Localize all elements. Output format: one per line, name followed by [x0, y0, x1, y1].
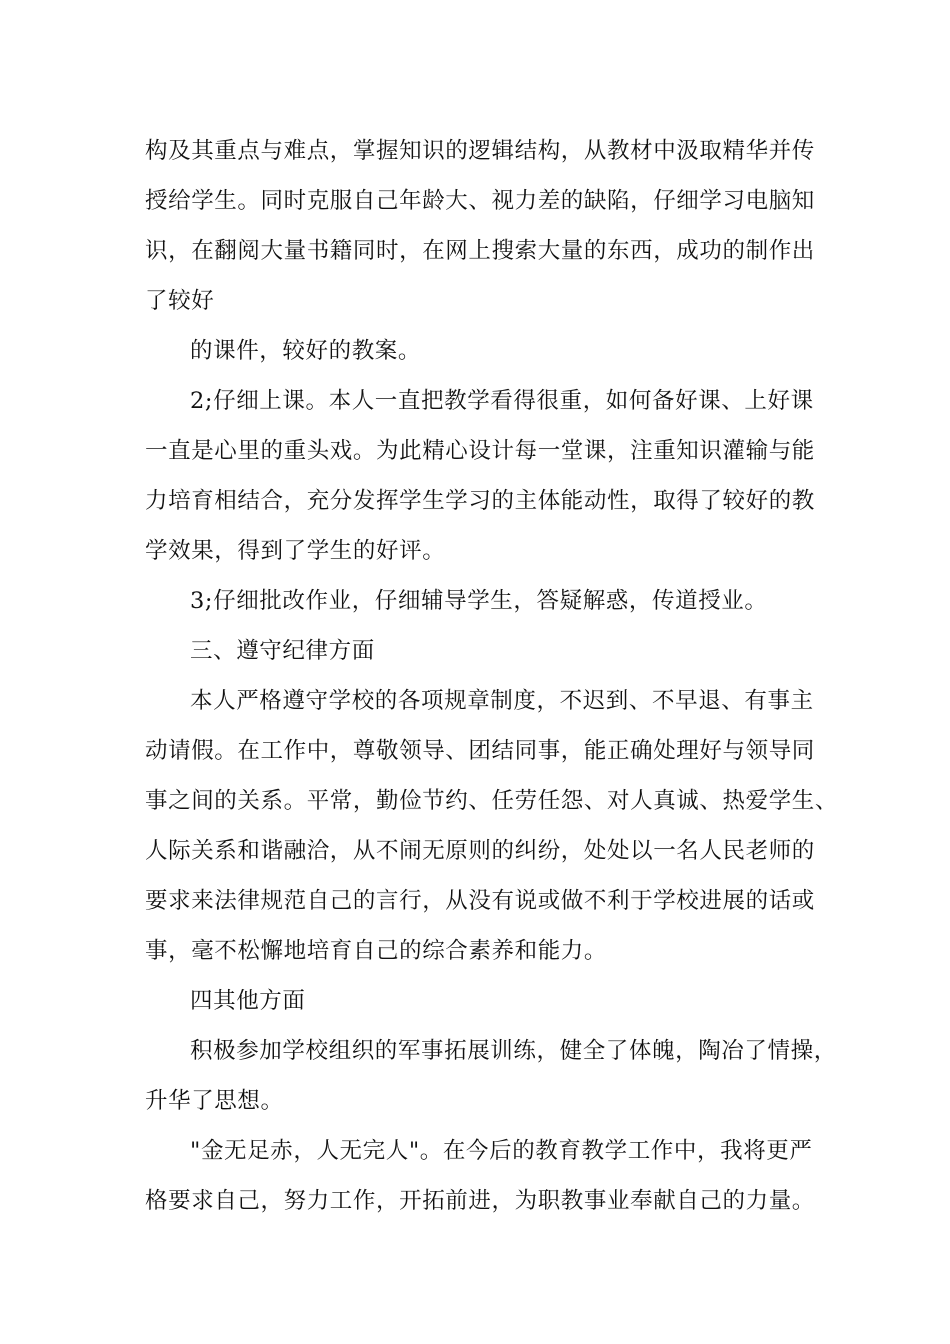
- text-line: 构及其重点与难点，掌握知识的逻辑结构，从教材中汲取精华并传: [145, 138, 815, 164]
- text-line: 升华了思想。: [145, 1088, 284, 1114]
- text-line: 了较好: [145, 288, 215, 314]
- text-line: 识，在翻阅大量书籍同时，在网上搜索大量的东西，成功的制作出: [145, 238, 815, 264]
- text-line: 要求来法律规范自己的言行，从没有说或做不利于学校进展的话或: [145, 888, 815, 914]
- text-line: 事之间的关系。平常，勤俭节约、任劳任怨、对人真诚、热爱学生、: [145, 788, 839, 814]
- text-line: 人际关系和谐融洽，从不闹无原则的纠纷，处处以一名人民老师的: [145, 838, 815, 864]
- text-line: 一直是心里的重头戏。为此精心设计每一堂课，注重知识灌输与能: [145, 438, 815, 464]
- text-line: 学效果，得到了学生的好评。: [145, 538, 446, 564]
- text-line: 积极参加学校组织的军事拓展训练，健全了体魄，陶冶了情操，: [190, 1038, 837, 1064]
- text-line: 2;仔细上课。本人一直把教学看得很重，如何备好课、上好课: [190, 388, 814, 414]
- text-line: "金无足赤，人无完人"。在今后的教育教学工作中，我将更严: [190, 1138, 813, 1164]
- text-line: 格要求自己，努力工作，开拓前进，为职教事业奉献自己的力量。: [145, 1188, 815, 1214]
- section-heading: 三、遵守纪律方面: [190, 638, 375, 664]
- text-line: 的课件，较好的教案。: [190, 338, 422, 364]
- text-line: 动请假。在工作中，尊敬领导、团结同事，能正确处理好与领导同: [145, 738, 815, 764]
- text-line: 事，毫不松懈地培育自己的综合素养和能力。: [145, 938, 608, 964]
- text-line: 力培育相结合，充分发挥学生学习的主体能动性，取得了较好的教: [145, 488, 815, 514]
- section-heading: 四其他方面: [190, 988, 306, 1014]
- text-line: 授给学生。同时克服自己年龄大、视力差的缺陷，仔细学习电脑知: [145, 188, 815, 214]
- text-line: 3;仔细批改作业，仔细辅导学生，答疑解惑，传道授业。: [190, 588, 768, 614]
- text-line: 本人严格遵守学校的各项规章制度，不迟到、不早退、有事主: [190, 688, 814, 714]
